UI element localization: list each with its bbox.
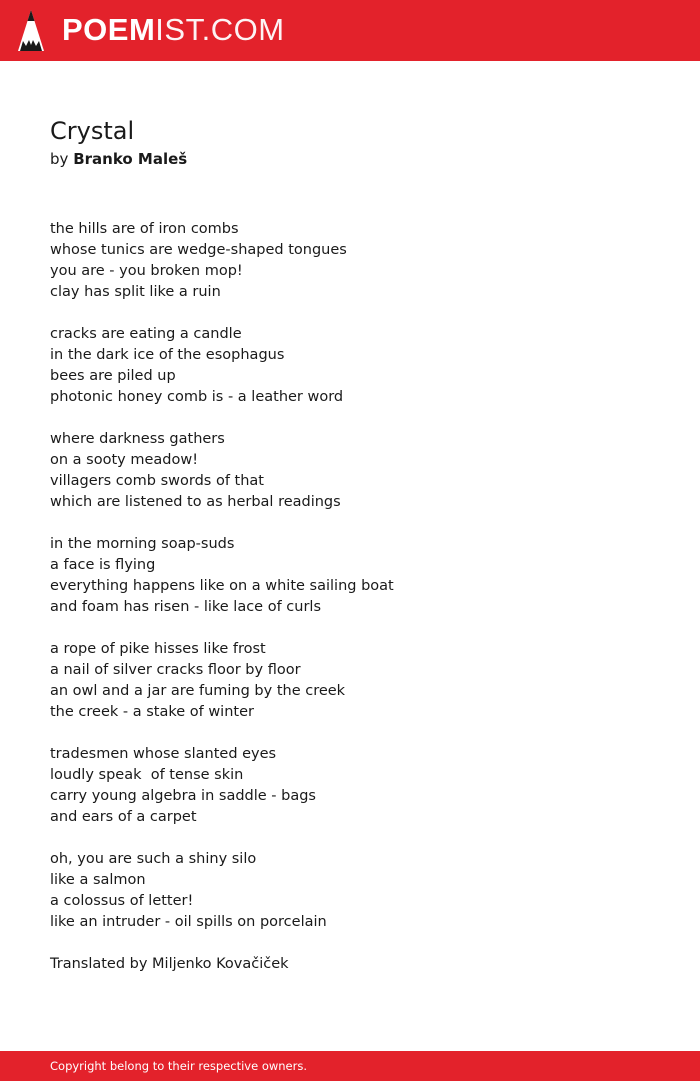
stanza-gap	[50, 303, 650, 324]
author-name: Branko Maleš	[73, 150, 188, 168]
byline	[50, 149, 187, 169]
stanza	[50, 219, 650, 303]
poem-line: in the dark ice of the esophagus	[50, 347, 285, 363]
poem-line: a face is flying	[50, 557, 156, 573]
poem-line: everything happens like on a white sailing boat	[50, 578, 394, 594]
stanza	[50, 324, 650, 408]
stanza-gap	[50, 723, 650, 744]
stanza	[50, 429, 650, 513]
pencil-tip-icon[interactable]	[18, 10, 44, 51]
site-logo[interactable]	[62, 11, 285, 49]
poem-line: oh, you are such a shiny silo	[50, 851, 257, 867]
poem-line: like a salmon	[50, 872, 146, 888]
poem-line: villagers comb swords of that	[50, 473, 264, 489]
poem-line: a colossus of letter!	[50, 893, 194, 909]
stanza-gap	[50, 933, 650, 954]
poem-line: tradesmen whose slanted eyes	[50, 746, 277, 762]
site-footer	[0, 1051, 700, 1081]
stanza-gap	[50, 408, 650, 429]
stanza-gap	[50, 828, 650, 849]
poem-title: Crystal	[50, 117, 135, 145]
logo-text-bold: POEM	[62, 12, 156, 47]
poem-line: photonic honey comb is - a leather word	[50, 389, 344, 405]
poem-line: the hills are of iron combs	[50, 221, 239, 237]
stanza	[50, 744, 650, 828]
stanza-gap	[50, 513, 650, 534]
poem-line: on a sooty meadow!	[50, 452, 199, 468]
translator-note: Translated by Miljenko Kovačiček	[50, 956, 289, 972]
poem-line: like an intruder - oil spills on porcelain	[50, 914, 327, 930]
poem-line: loudly speak of tense skin	[50, 767, 244, 783]
logo-text-light: IST.COM	[155, 12, 285, 47]
poem-line: in the morning soap-suds	[50, 536, 235, 552]
stanza-gap	[50, 618, 650, 639]
poem-line: the creek - a stake of winter	[50, 704, 254, 720]
poem-line: whose tunics are wedge-shaped tongues	[50, 242, 347, 258]
poem-line: where darkness gathers	[50, 431, 225, 447]
stanza	[50, 849, 650, 933]
poem-line: which are listened to as herbal readings	[50, 494, 341, 510]
site-header	[0, 0, 700, 61]
poem-line: bees are piled up	[50, 368, 176, 384]
poem-line: and ears of a carpet	[50, 809, 197, 825]
poem-line: cracks are eating a candle	[50, 326, 242, 342]
poem-line: an owl and a jar are fuming by the creek	[50, 683, 346, 699]
by-label: by	[50, 150, 69, 168]
poem-line: a nail of silver cracks floor by floor	[50, 662, 301, 678]
stanza	[50, 534, 650, 618]
poem-line: carry young algebra in saddle - bags	[50, 788, 316, 804]
poem-line: you are - you broken mop!	[50, 263, 243, 279]
copyright-text: Copyright belong to their respective owners.	[50, 1059, 308, 1073]
poem-line: clay has split like a ruin	[50, 284, 221, 300]
poem-line: and foam has risen - like lace of curls	[50, 599, 322, 615]
poem-line: a rope of pike hisses like frost	[50, 641, 266, 657]
poem-body	[50, 219, 650, 975]
stanza	[50, 639, 650, 723]
